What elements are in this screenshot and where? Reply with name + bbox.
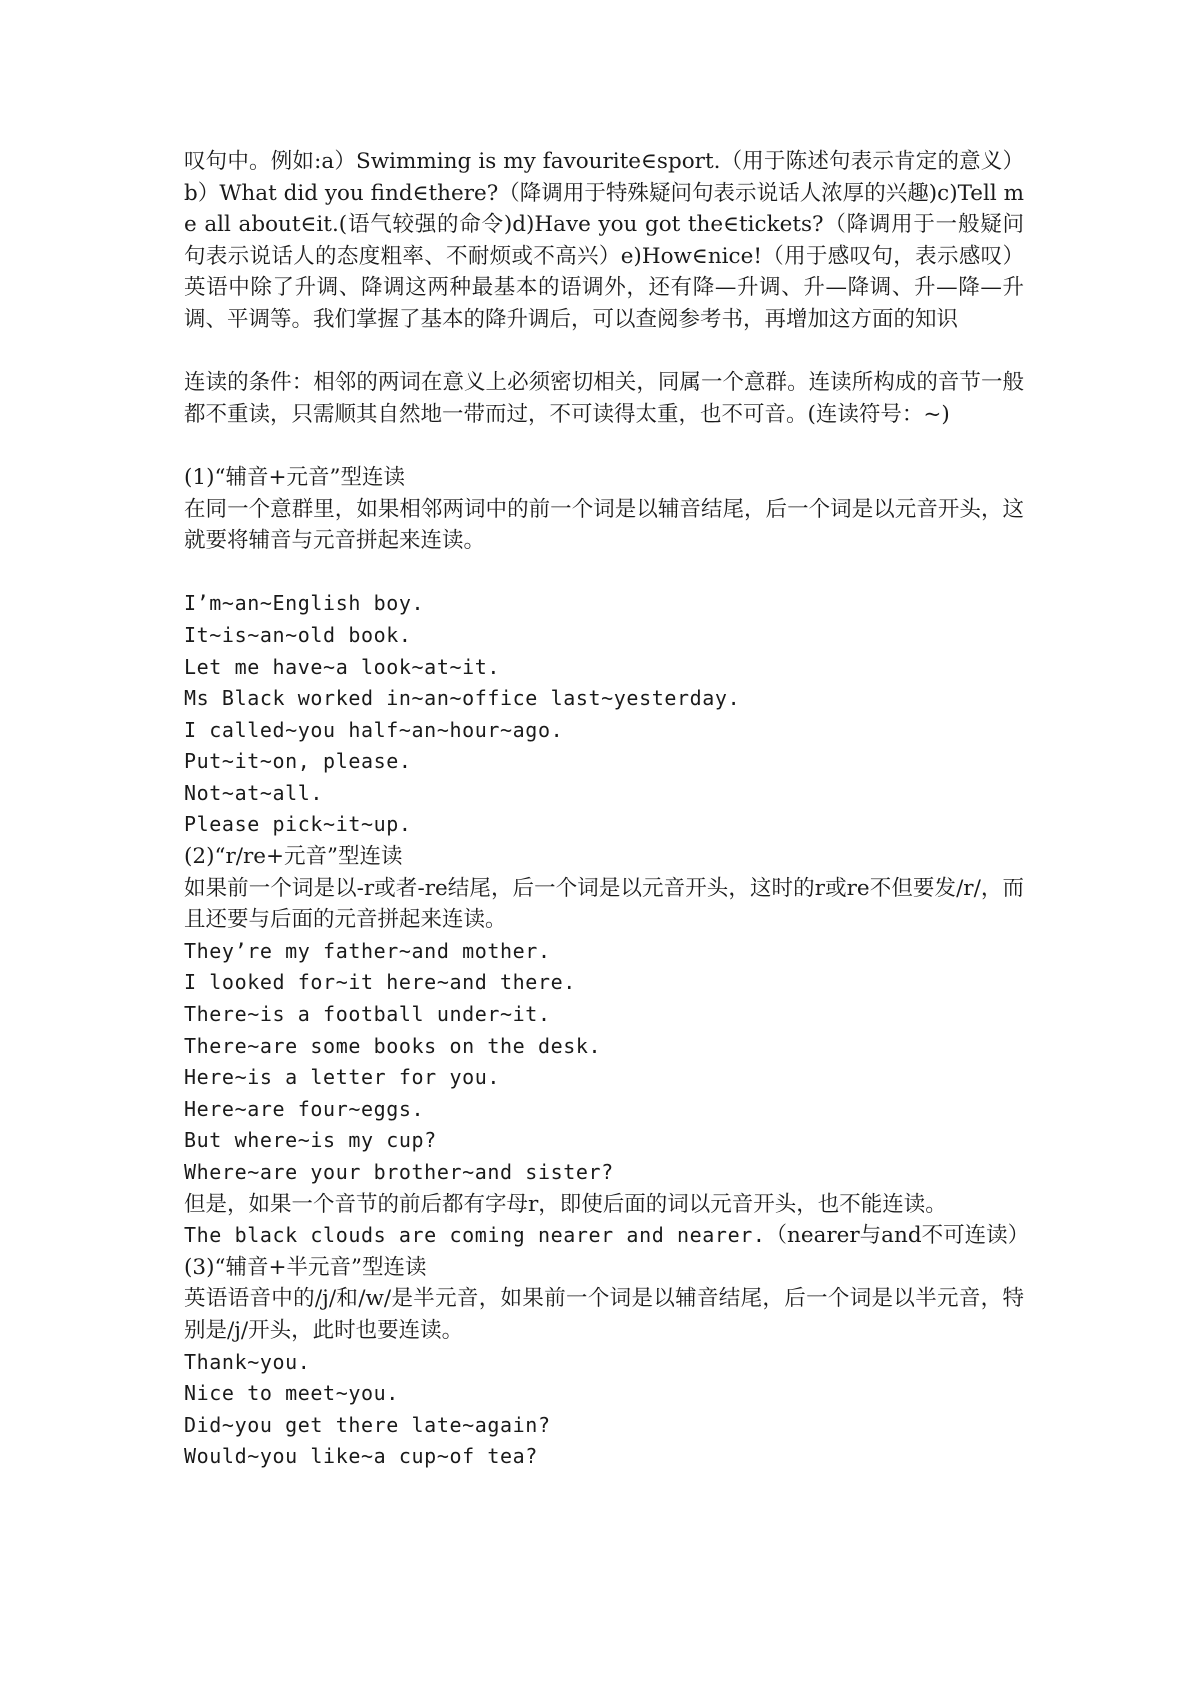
- paragraph-gap: [184, 430, 1024, 462]
- intro-paragraph: 叹句中。例如:a）Swimming is my favourite∈sport.（用于陈述句表示肯定的意义）b）What did you find∈there?（降调用于特殊疑问句表示说话人浓厚的兴趣)c)Tell me all about∈it.(语气较强的命令)d)Have you got the∈tickets?（降调用于一般疑问句表示说话人的态度粗率、不耐烦或不高兴）e)How∈nice!（用于感叹句，表示感叹）英语中除了升调、降调这两种最基本的语调外，还有降—升调、升—降调、升—降—升调、平调等。我们掌握了基本的降升调后，可以查阅参考书，再增加这方面的知识: [184, 149, 1024, 332]
- paragraph-gap: [184, 336, 1024, 368]
- example-sentence: Thank~you.: [184, 1349, 311, 1374]
- example-sentence: Did~you get there late~again?: [184, 1412, 551, 1437]
- example-sentence: There~are some books on the desk.: [184, 1033, 602, 1058]
- example-sentence: Please pick~it~up.: [184, 812, 412, 837]
- exception-example-line: [184, 1220, 1030, 1252]
- example-sentence: It~is~an~old book.: [184, 622, 412, 647]
- section-heading: (3)“辅音+半元音”型连读: [184, 1254, 427, 1280]
- section-description: 在同一个意群里，如果相邻两词中的前一个词是以辅音结尾，后一个词是以元音开头，这就要将辅音与元音拼起来连读。: [184, 496, 1024, 554]
- section-description: 如果前一个词是以-r或者-re结尾，后一个词是以元音开头，这时的r或re不但要发/r/，而且还要与后面的元音拼起来连读。: [184, 875, 1024, 933]
- example-sentence: Where~are your brother~and sister?: [184, 1160, 614, 1184]
- example-sentence: Let me have~a look~at~it.: [184, 654, 501, 679]
- exception-remark: （nearer与and不可连读）: [765, 1223, 1030, 1249]
- section-heading: (1)“辅音+元音”型连读: [184, 464, 405, 490]
- example-sentence: Ms Black worked in~an~office last~yesterday.: [184, 686, 741, 711]
- example-sentence: But where~is my cup?: [184, 1128, 437, 1153]
- section-consonant-semivowel: [184, 1252, 1024, 1473]
- example-sentence: Not~at~all.: [184, 780, 324, 805]
- example-sentence: There~is a football under~it.: [184, 1002, 551, 1027]
- exception-note: 但是，如果一个音节的前后都有字母r，即使后面的词以元音开头，也不能连读。: [184, 1191, 947, 1217]
- example-sentence: Here~are four~eggs.: [184, 1096, 425, 1121]
- section-r-re-vowel: [184, 841, 1030, 1252]
- example-sentence: I called~you half~an~hour~ago.: [184, 717, 564, 742]
- example-sentence: Nice to meet~you.: [184, 1381, 399, 1406]
- paragraph-gap: [184, 557, 1024, 589]
- section-heading: (2)“r/re+元音”型连读: [184, 844, 403, 870]
- exception-example: The black clouds are coming nearer and nearer.: [184, 1223, 766, 1248]
- example-sentence: Put~it~on, please.: [184, 749, 412, 774]
- example-sentence: Here~is a letter for you.: [184, 1065, 501, 1090]
- example-sentence: I’m~an~English boy.: [184, 591, 425, 616]
- example-sentence: I looked for~it here~and there.: [184, 970, 576, 995]
- liaison-conditions-paragraph: 连读的条件：相邻的两词在意义上必须密切相关，同属一个意群。连读所构成的音节一般都不重读，只需顺其自然地一带而过，不可读得太重，也不可音。(连读符号：~): [184, 370, 1024, 427]
- section-description: 英语语音中的/j/和/w/是半元音，如果前一个词是以辅音结尾，后一个词是以半元音，特别是/j/开头，此时也要连读。: [184, 1286, 1024, 1343]
- example-sentence: They’re my father~and mother.: [184, 938, 551, 963]
- document-page: [184, 146, 1030, 1473]
- section-consonant-vowel: [184, 462, 1024, 841]
- example-sentence: Would~you like~a cup~of tea?: [184, 1444, 538, 1469]
